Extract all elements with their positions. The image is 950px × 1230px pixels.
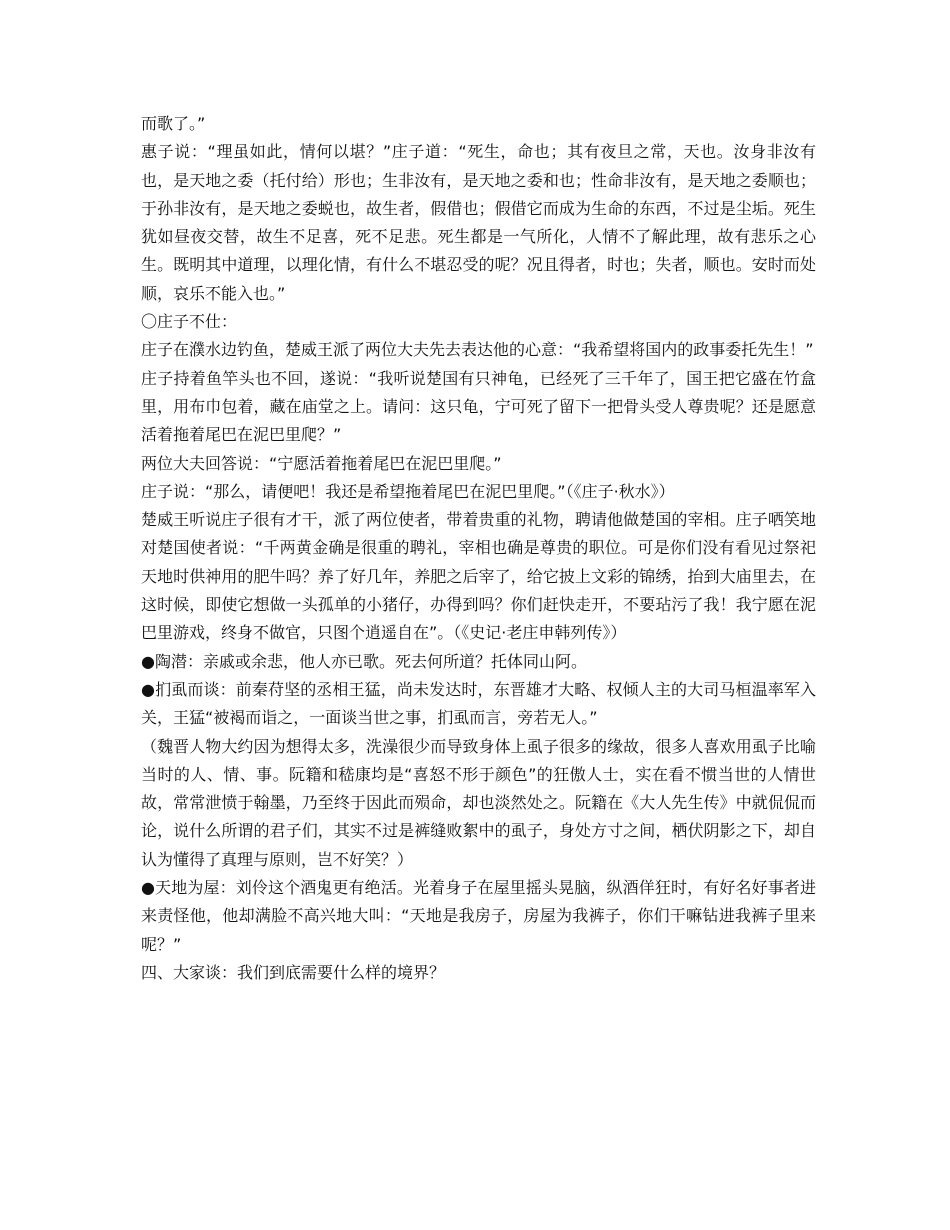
section-heading-zhuangzi-bushi: 〇庄子不仕： <box>141 312 238 332</box>
paragraph-ending-quote: 而歌了。” <box>141 114 206 133</box>
document-body <box>141 110 816 987</box>
paragraph-zhuangzi-reply: 庄子说：“那么，请便吧！我还是希望拖着尾巴在泥巴里爬。”（《庄子·秋水》） <box>141 481 675 501</box>
paragraph-chu-king-envoys: 楚威王听说庄子很有才干，派了两位使者，带着贵重的礼物，聘请他做楚国的宰相。庄子哂笑地对楚国使者说：“千两黄金确是很重的聘礼，宰相也确是尊贵的职位。可是你们没有看见过祭祀天地时供神用的肥牛吗？养了好几年，养肥之后宰了，给它披上文彩的锦绣，抬到大庙里去，在这时候，即使它想做一头孤单的小猪仔，办得到吗？你们赶快走开，不要玷污了我！我宁愿在泥巴里游戏，终身不做官，只图个逍遥自在”。（《史记·老庄申韩列传》） <box>141 510 816 643</box>
paragraph-weijin-lice-note: （魏晋人物大约因为想得太多，洗澡很少而导致身体上虱子很多的缘故，很多人喜欢用虱子比喻当时的人、情、事。阮籍和嵇康均是“喜怒不形于颜色”的狂傲人士，实在看不惯当世的人情世故，常常泄愤于翰墨，乃至终于因此而殒命，却也淡然处之。阮籍在《大人先生传》中就侃侃而论，说什么所谓的君子们，其实不过是裤缝败絮中的虱子，身处方寸之间，栖伏阴影之下，却自认为懂得了真理与原则，岂不好笑？） <box>141 736 816 869</box>
paragraph-huizi-zhuangzi-dialogue: 惠子说：“理虽如此，情何以堪？”庄子道：“死生，命也；其有夜旦之常，天也。汝身非汝有也，是天地之委（托付给）形也；生非汝有，是天地之委和也；性命非汝有，是天地之委顺也；于孙非汝有，是天地之委蜕也，故生者，假借也；假借它而成为生命的东西，不过是尘垢。死生犹如昼夜交替，故生不足喜，死不足悲。死生都是一气所化，人情不了解此理，故有悲乐之心生。既明其中道理，以理化情，有什么不堪忍受的呢？况且得者，时也；失者，顺也。安时而处顺，哀乐不能入也。” <box>141 142 816 303</box>
paragraph-tiandi-weiwu: ●天地为屋：刘伶这个酒鬼更有绝活。光着身子在屋里摇头晃脑，纵酒佯狂时，有好名好事者进来责怪他，他却满脸不高兴地大叫：“天地是我房子，房屋为我裤子，你们干嘛钻进我裤子里来呢？” <box>141 878 816 954</box>
section-heading-discussion: 四、大家谈：我们到底需要什么样的境界？ <box>141 962 446 982</box>
paragraph-fishing-pushui: 庄子在濮水边钓鱼，楚威王派了两位大夫先去表达他的心意：“我希望将国内的政事委托先生！” <box>141 340 814 360</box>
paragraph-officials-reply: 两位大夫回答说：“宁愿活着拖着尾巴在泥巴里爬。” <box>141 453 502 473</box>
paragraph-sacred-turtle: 庄子持着鱼竿头也不回，遂说：“我听说楚国有只神龟，已经死了三千年了，国王把它盛在竹盒里，用布巾包着，藏在庙堂之上。请问：这只龟，宁可死了留下一把骨头受人尊贵呢？还是愿意活着拖着尾巴在泥巴里爬？” <box>141 368 816 445</box>
paragraph-mensi-ertan: ●扪虱而谈：前秦苻坚的丞相王猛，尚未发达时，东晋雄才大略、权倾人主的大司马桓温率军入关，王猛“被褐而诣之，一面谈当世之事，扪虱而言，旁若无人。” <box>141 679 816 728</box>
paragraph-taoqian: ●陶潜：亲戚或余悲，他人亦已歌。死去何所道？托体同山阿。 <box>141 651 587 671</box>
